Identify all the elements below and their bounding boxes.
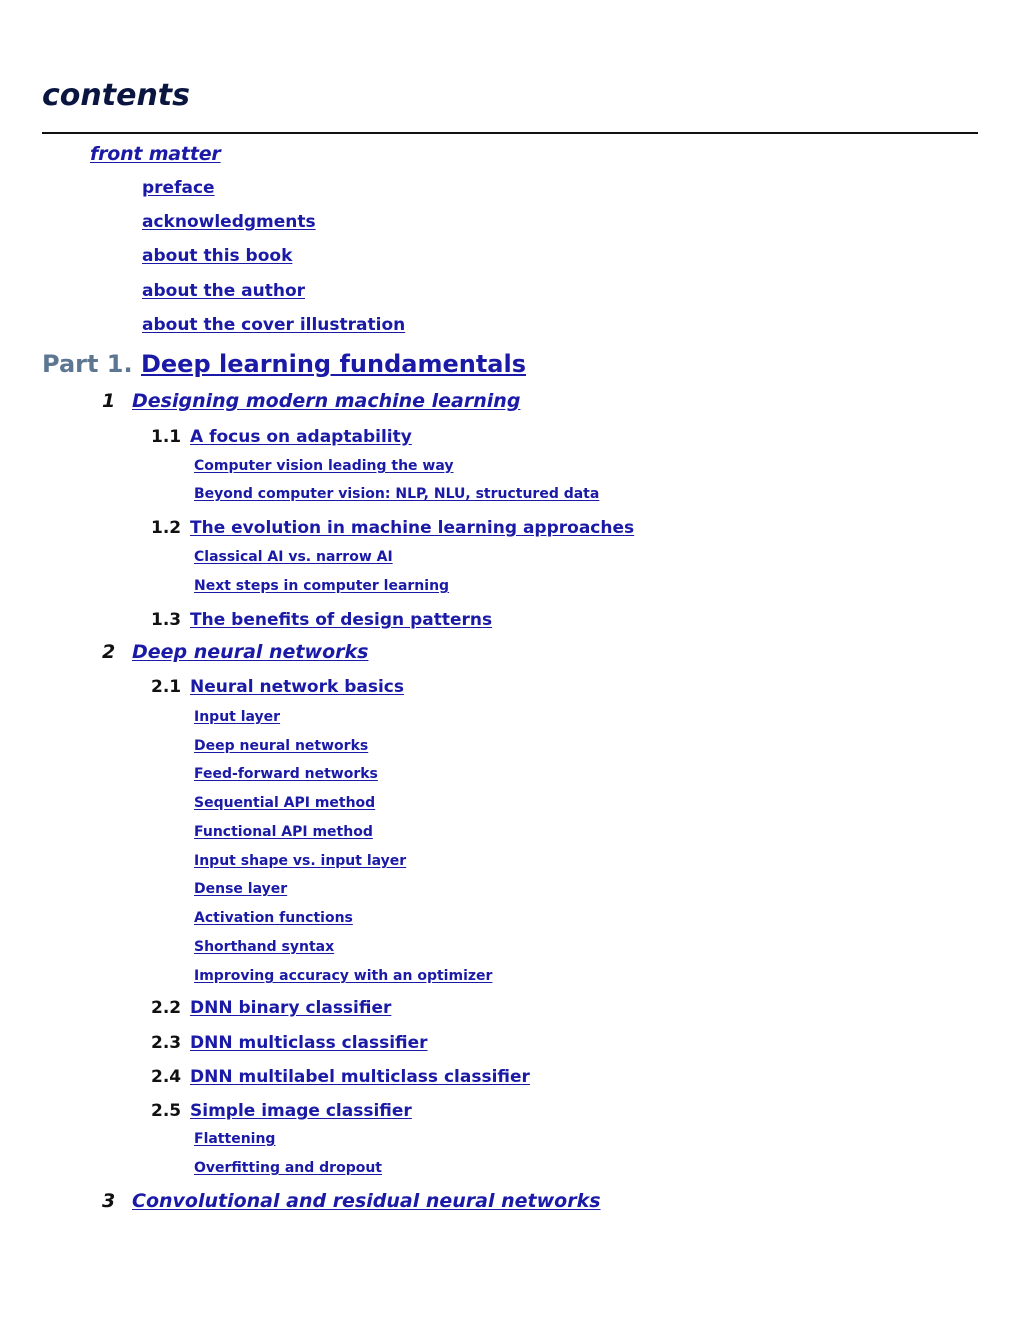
toc-section-2-5 — [151, 1101, 412, 1121]
section-number: 1.2 — [151, 518, 182, 538]
toc-chapter-3 — [102, 1190, 601, 1212]
toc-front-matter-item — [142, 212, 316, 232]
subsection-link[interactable]: Classical AI vs. narrow AI — [194, 549, 393, 565]
toc-subsection — [194, 824, 373, 840]
front-matter-link[interactable]: front matter — [90, 143, 221, 165]
subsection-link[interactable]: Flattening — [194, 1131, 276, 1147]
toc-section-1-3 — [151, 610, 492, 630]
toc-subsection — [194, 549, 393, 565]
subsection-link[interactable]: Sequential API method — [194, 795, 376, 811]
subsection-link[interactable]: Shorthand syntax — [194, 939, 335, 955]
toc-chapter-1 — [102, 390, 520, 412]
part-number: Part 1. — [42, 350, 133, 378]
chapter-number: 1 — [102, 390, 116, 412]
about-the-cover-illustration-link[interactable]: about the cover illustration — [142, 315, 406, 335]
chapter-number: 2 — [102, 641, 116, 663]
toc-section-2-2 — [151, 998, 391, 1018]
toc-subsection — [194, 1131, 275, 1147]
section-title-link[interactable]: The benefits of design patterns — [190, 610, 493, 630]
section-title-link[interactable]: DNN multilabel multiclass classifier — [190, 1067, 530, 1087]
toc-section-1-2 — [151, 518, 634, 538]
subsection-link[interactable]: Deep neural networks — [194, 738, 369, 754]
page-title: contents — [42, 78, 190, 113]
section-title-link[interactable]: DNN binary classifier — [190, 998, 392, 1018]
subsection-link[interactable]: Next steps in computer learning — [194, 578, 450, 594]
acknowledgments-link[interactable]: acknowledgments — [142, 212, 316, 232]
subsection-link[interactable]: Overfitting and dropout — [194, 1160, 383, 1176]
subsection-link[interactable]: Feed-forward networks — [194, 766, 378, 782]
toc-subsection — [194, 458, 453, 474]
toc-section-1-1 — [151, 427, 412, 447]
toc-subsection — [194, 1160, 382, 1176]
toc-front-matter-item — [142, 246, 292, 266]
toc-front-matter-item — [142, 281, 305, 301]
chapter-title-link[interactable]: Convolutional and residual neural networks — [132, 1190, 601, 1212]
toc-front-matter-item — [142, 178, 215, 198]
section-title-link[interactable]: DNN multiclass classifier — [190, 1033, 428, 1053]
section-number: 2.4 — [151, 1067, 182, 1087]
section-number: 2.2 — [151, 998, 182, 1018]
toc-section-2-1 — [151, 677, 404, 697]
section-title-link[interactable]: The evolution in machine learning approaches — [190, 518, 635, 538]
toc-chapter-2 — [102, 641, 368, 663]
toc-part-1 — [42, 350, 526, 378]
toc-section-2-4 — [151, 1067, 530, 1087]
toc-subsection — [194, 486, 599, 502]
toc-section-2-3 — [151, 1033, 428, 1053]
section-number: 2.1 — [151, 677, 182, 697]
toc-subsection — [194, 738, 368, 754]
toc-subsection — [194, 939, 334, 955]
chapter-title-link[interactable]: Deep neural networks — [132, 641, 369, 663]
chapter-title-link[interactable]: Designing modern machine learning — [132, 390, 521, 412]
chapter-number: 3 — [102, 1190, 116, 1212]
about-this-book-link[interactable]: about this book — [142, 246, 293, 266]
section-number: 1.1 — [151, 427, 182, 447]
toc-subsection — [194, 853, 406, 869]
title-divider — [42, 132, 978, 134]
toc-subsection — [194, 881, 287, 897]
section-number: 2.5 — [151, 1101, 182, 1121]
subsection-link[interactable]: Improving accuracy with an optimizer — [194, 968, 493, 984]
about-the-author-link[interactable]: about the author — [142, 281, 306, 301]
part-title-link[interactable]: Deep learning fundamentals — [140, 350, 527, 378]
subsection-link[interactable]: Beyond computer vision: NLP, NLU, structured data — [194, 486, 600, 502]
preface-link[interactable]: preface — [142, 178, 215, 198]
toc-subsection — [194, 795, 375, 811]
subsection-link[interactable]: Computer vision leading the way — [194, 458, 454, 474]
section-title-link[interactable]: Neural network basics — [190, 677, 404, 697]
subsection-link[interactable]: Input shape vs. input layer — [194, 853, 407, 869]
section-number: 1.3 — [151, 610, 182, 630]
toc-subsection — [194, 766, 378, 782]
subsection-link[interactable]: Functional API method — [194, 824, 373, 840]
section-title-link[interactable]: A focus on adaptability — [190, 427, 412, 447]
section-number: 2.3 — [151, 1033, 182, 1053]
subsection-link[interactable]: Activation functions — [194, 910, 353, 926]
toc-subsection — [194, 578, 449, 594]
section-title-link[interactable]: Simple image classifier — [190, 1101, 412, 1121]
toc-front-matter-item — [142, 315, 405, 335]
subsection-link[interactable]: Dense layer — [194, 881, 288, 897]
toc-front-matter — [90, 143, 221, 165]
toc-subsection — [194, 910, 353, 926]
subsection-link[interactable]: Input layer — [194, 709, 281, 725]
toc-subsection — [194, 968, 492, 984]
toc-subsection — [194, 709, 280, 725]
